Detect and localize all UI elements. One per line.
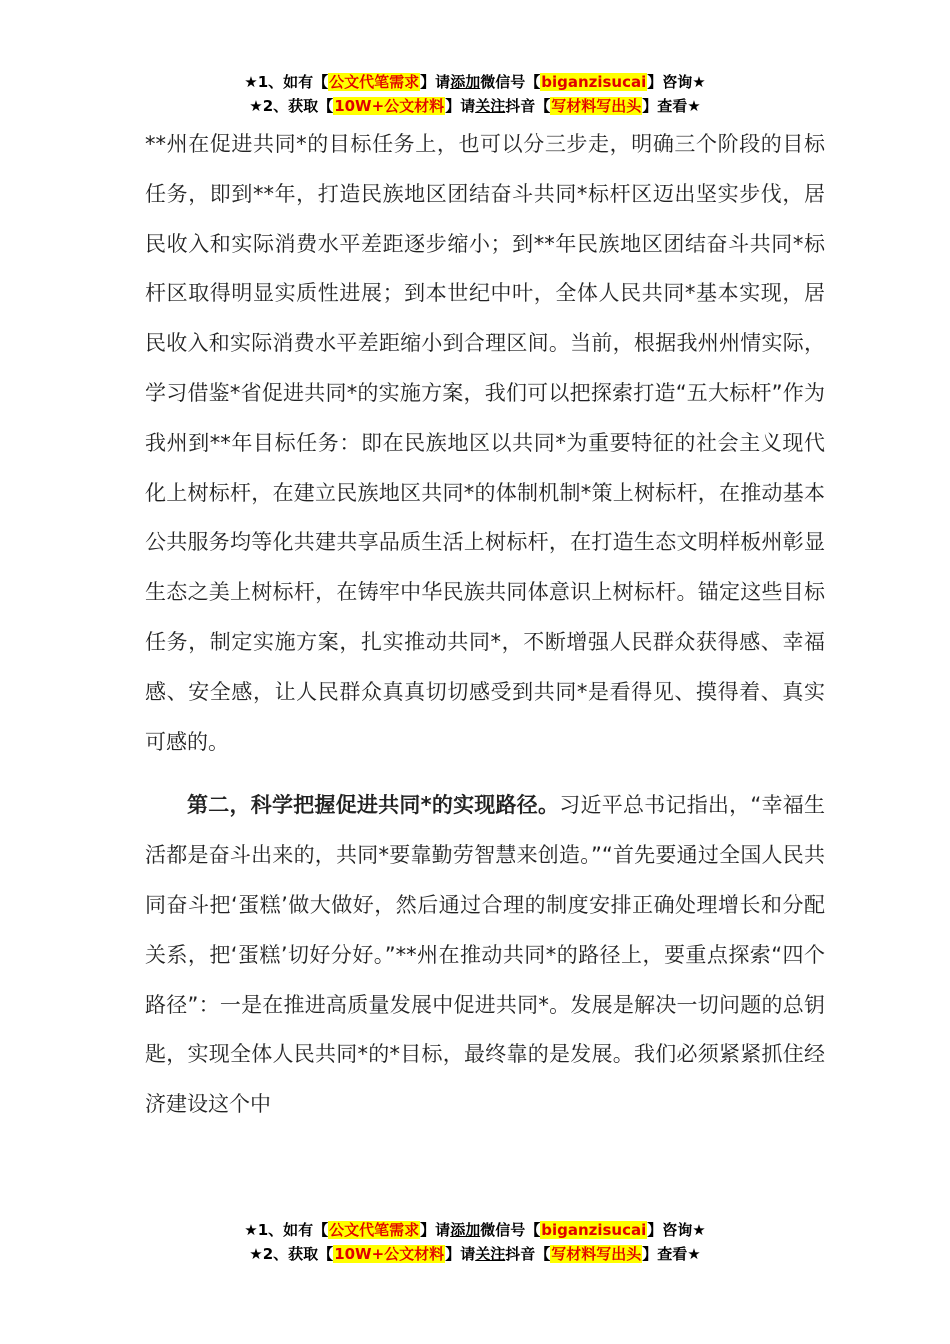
banner-highlight: 写材料写出头 [551,97,642,115]
paragraph-1: **州在促进共同*的目标任务上，也可以分三步走，明确三个阶段的目标任务，即到**年，打造民族地区团结奋斗共同*标杆区迈出坚实步伐，居民收入和实际消费水平差距逐步缩小；到**年民族地区团结奋斗共同*标杆区取得明显实质性进展；到本世纪中叶，全体人民共同*基本实现，居民收入和实际消费水平差距缩小到合理区间。当前，根据我州州情实际，学习借鉴*省促进共同*的实施方案，我们可以把探索打造“五大标杆”作为我州到**年目标任务：即在民族地区以共同*为重要特征的社会主义现代化上树标杆，在建立民族地区共同*的体制机制*策上树标杆，在推动基本公共服务均等化共建共享品质生活上树标杆，在打造生态文明样板州彰显生态之美上树标杆，在铸牢中华民族共同体意识上树标杆。锚定这些目标任务，制定实施方案，扎实推动共同*，不断增强人民群众获得感、幸福感、安全感，让人民群众真真切切感受到共同*是看得见、摸得着、真实可感的。 [145,132,825,754]
banner-line-2: ★2、获取【10W+公文材料】请关注抖音【写材料写出头】查看★ [249,1245,701,1263]
banner-highlight: 写材料写出头 [551,1245,642,1263]
paragraph-2-text: 习近平总书记指出，“幸福生活都是奋斗出来的，共同*要靠勤劳智慧来创造。”“首先要通过全国人民共同奋斗把‘蛋糕’做大做好，然后通过合理的制度安排正确处理增长和分配关系，把‘蛋糕’切好分好。”**州在推动共同*的路径上，要重点探索“四个路径”：一是在推进高质量发展中促进共同*。发展是解决一切问题的总钥匙，实现全体人民共同*的*目标，最终靠的是发展。我们必须紧紧抓住经济建设这个中 [145,793,825,1117]
banner-line-1: ★1、如有【公文代笔需求】请添加微信号【biganzisucai】咨询★ [244,73,706,91]
banner-highlight: biganzisucai [541,1221,647,1239]
document-body [145,120,825,1130]
header-banner [0,70,950,118]
banner-line-1: ★1、如有【公文代笔需求】请添加微信号【biganzisucai】咨询★ [244,1221,706,1239]
banner-highlight: 10W+公文材料 [334,1245,445,1263]
banner-highlight: 公文代笔需求 [329,73,420,91]
banner-highlight: biganzisucai [541,73,647,91]
banner-line-2: ★2、获取【10W+公文材料】请关注抖音【写材料写出头】查看★ [249,97,701,115]
banner-highlight: 10W+公文材料 [334,97,445,115]
banner-highlight: 公文代笔需求 [329,1221,420,1239]
paragraph-2 [145,781,825,1130]
paragraph-2-lead: 第二，科学把握促进共同*的实现路径。 [187,793,560,818]
footer-banner [0,1218,950,1266]
